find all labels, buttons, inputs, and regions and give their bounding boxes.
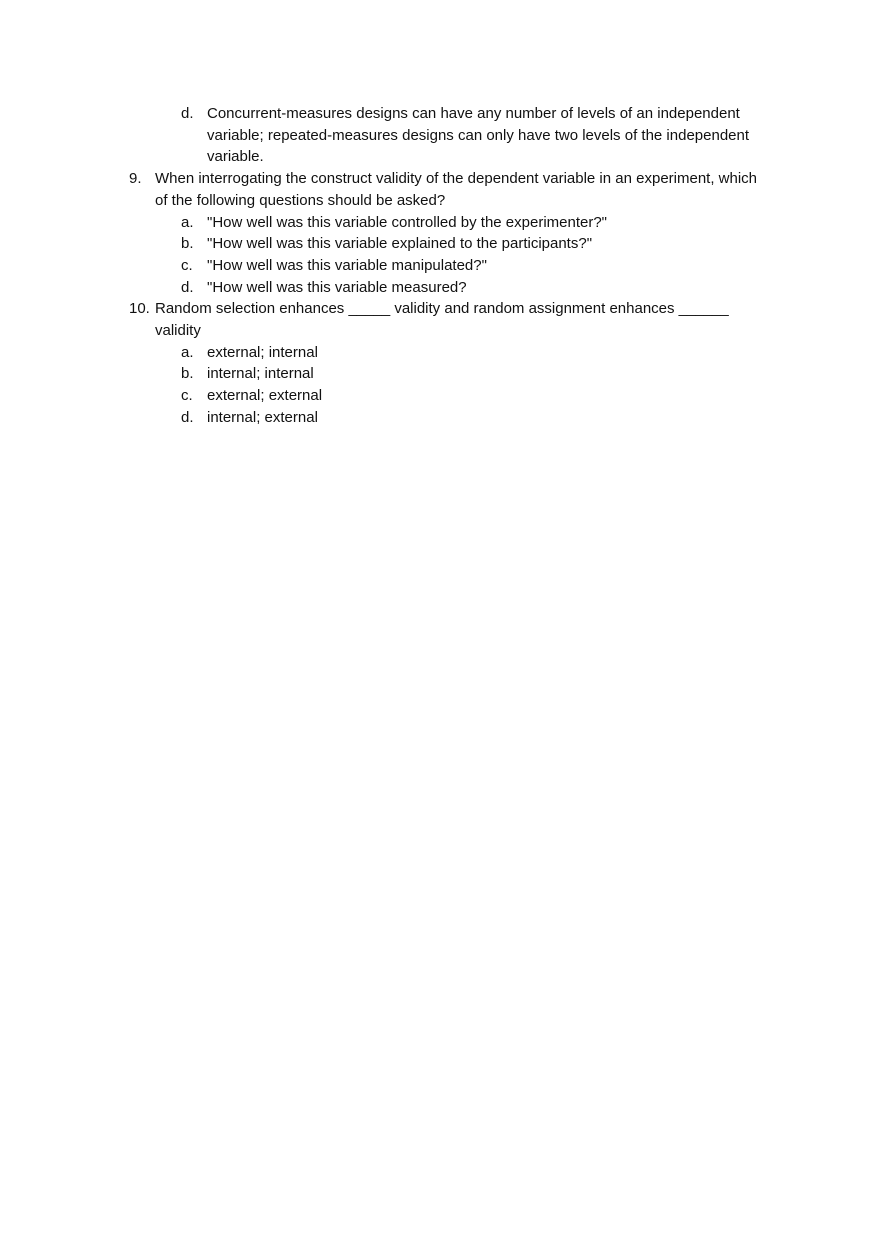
option-label: d. (181, 278, 194, 296)
option-text: "How well was this variable measured? (207, 278, 467, 296)
question-text: When interrogating the construct validity of the dependent variable in an experiment, which of the following questions should be asked? (155, 170, 758, 209)
option-label: c. (181, 256, 193, 274)
question-10 (0, 298, 880, 341)
option-item (0, 363, 880, 385)
question-number: 10. (129, 300, 150, 318)
option-item (0, 385, 880, 407)
option-label: a. (181, 213, 194, 231)
option-text: internal; external (207, 408, 318, 426)
option-item (0, 277, 880, 299)
option-label: c. (181, 387, 193, 405)
option-label: d. (181, 105, 194, 122)
option-item (0, 212, 880, 234)
option-text: external; internal (207, 343, 318, 361)
option-item (0, 407, 880, 429)
question-9 (0, 168, 880, 211)
option-item (0, 103, 880, 168)
option-item (0, 233, 880, 255)
document-page (0, 103, 880, 429)
option-text: Concurrent-measures designs can have any number of levels of an independent variable; repeated-measures designs can only have two levels of the independent variable. (207, 105, 750, 166)
option-text: external; external (207, 387, 323, 405)
question-number: 9. (129, 170, 142, 188)
option-item (0, 342, 880, 364)
option-text: internal; internal (207, 365, 314, 383)
option-label: d. (181, 408, 194, 426)
option-text: "How well was this variable controlled by the experimenter?" (207, 213, 607, 231)
option-item (0, 255, 880, 277)
option-text: "How well was this variable explained to the participants?" (207, 235, 593, 253)
option-label: b. (181, 365, 194, 383)
question-text: Random selection enhances _____ validity and random assignment enhances ______ validity (155, 300, 729, 340)
option-label: b. (181, 235, 194, 253)
option-text: "How well was this variable manipulated?" (207, 256, 487, 274)
option-label: a. (181, 343, 194, 361)
